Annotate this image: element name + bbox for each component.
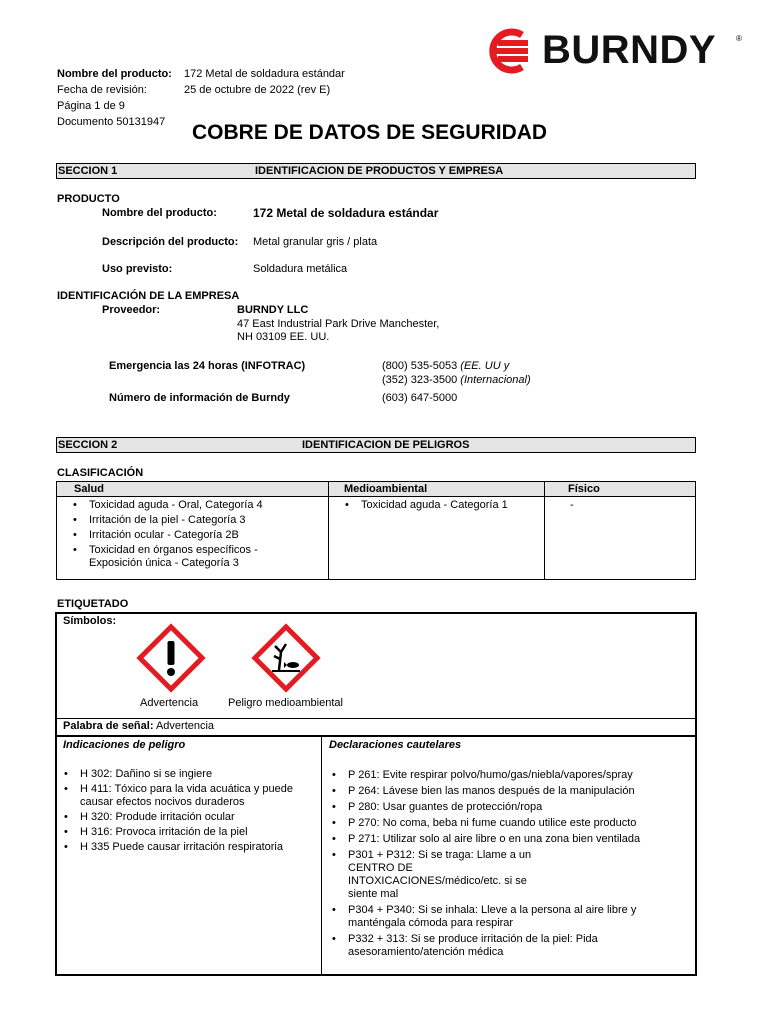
exclamation-pictogram-icon bbox=[135, 622, 207, 694]
list-item: • P 270: No coma, beba ni fume cuando utilice este producto bbox=[316, 817, 688, 830]
supplier-label: Proveedor: bbox=[102, 304, 161, 316]
list-item: • H 302: Dañino si se ingiere bbox=[48, 768, 298, 781]
phone-note: (EE. UU y bbox=[460, 360, 510, 372]
list-item: • P 271: Utilizar solo al aire libre o en una zona bien ventilada bbox=[316, 833, 688, 846]
logo-text: BURNDY bbox=[542, 28, 717, 72]
list-item: • Toxicidad aguda - Categoría 1 bbox=[329, 499, 544, 512]
phone-number: (352) 323-3500 bbox=[382, 374, 458, 386]
section1-number: SECCION 1 bbox=[58, 165, 118, 177]
symbols-label: Símbolos: bbox=[63, 615, 117, 627]
signal-label: Palabra de señal: bbox=[63, 720, 154, 732]
meta-label: Nombre del producto: bbox=[57, 68, 172, 80]
list-item: • H 335 Puede causar irritación respiratoria bbox=[48, 841, 298, 854]
environmental-cell bbox=[329, 497, 545, 580]
column-health: Salud bbox=[57, 482, 329, 497]
list-item: • H 411: Tóxico para la vida acuática y puede causar efectos nocivos duraderos bbox=[48, 783, 298, 809]
environment-pictogram-icon bbox=[250, 622, 322, 694]
logo-registered-mark: ® bbox=[736, 34, 742, 43]
list-item: • H 316: Provoca irritación de la piel bbox=[48, 826, 298, 839]
list-item: • Irritación ocular - Categoría 2B bbox=[57, 529, 287, 542]
labelling-box bbox=[55, 612, 697, 976]
supplier-name: BURNDY LLC bbox=[237, 304, 309, 316]
meta-label: Documento 50131947 bbox=[57, 116, 166, 128]
list-item: • P 261: Evite respirar polvo/humo/gas/niebla/vapores/spray bbox=[316, 769, 688, 782]
section2-title: IDENTIFICACION DE PELIGROS bbox=[302, 439, 470, 451]
divider bbox=[57, 735, 695, 737]
symbol1-caption: Advertencia bbox=[140, 697, 199, 709]
section2-header bbox=[56, 437, 696, 453]
company-heading: IDENTIFICACIÓN DE LA EMPRESA bbox=[57, 290, 240, 302]
physical-cell bbox=[545, 497, 696, 580]
column-physical: Físico bbox=[545, 482, 696, 497]
list-item: • Irritación de la piel - Categoría 3 bbox=[57, 514, 287, 527]
section2-number: SECCION 2 bbox=[58, 439, 118, 451]
burndy-info-phone: (603) 647-5000 bbox=[382, 392, 458, 404]
divider bbox=[57, 718, 695, 719]
intended-use-label: Uso previsto: bbox=[102, 263, 173, 275]
product-description-value: Metal granular gris / plata bbox=[253, 236, 378, 248]
classification-heading: CLASIFICACIÓN bbox=[57, 467, 144, 479]
meta-value: 25 de octubre de 2022 (rev E) bbox=[184, 84, 331, 96]
signal-word-row bbox=[63, 720, 214, 732]
column-environmental: Medioambiental bbox=[329, 482, 545, 497]
product-name-label: Nombre del producto: bbox=[102, 207, 217, 219]
list-item: • P 280: Usar guantes de protección/ropa bbox=[316, 801, 688, 814]
emergency-phone2 bbox=[382, 374, 531, 386]
burndy-logo bbox=[486, 26, 746, 76]
supplier-address-line2: NH 03109 EE. UU. bbox=[237, 331, 330, 343]
section1-title: IDENTIFICACION DE PRODUCTOS Y EMPRESA bbox=[255, 165, 504, 177]
section1-header bbox=[56, 163, 696, 179]
meta-page-row bbox=[57, 98, 345, 114]
list-item: • P332 + 313: Si se produce irritación de la piel: Pida asesoramiento/atención médica bbox=[316, 933, 688, 959]
list-item: • Toxicidad aguda - Oral, Categoría 4 bbox=[57, 499, 287, 512]
page-title: COBRE DE DATOS DE SEGURIDAD bbox=[192, 121, 548, 144]
product-name-value: 172 Metal de soldadura estándar bbox=[253, 206, 439, 220]
intended-use-value: Soldadura metálica bbox=[253, 263, 348, 275]
hazard-list bbox=[48, 768, 298, 854]
hazard-statements-heading: Indicaciones de peligro bbox=[63, 739, 186, 751]
meta-value: 172 Metal de soldadura estándar bbox=[184, 68, 345, 80]
meta-date-row bbox=[57, 82, 345, 98]
signal-value: Advertencia bbox=[155, 720, 215, 732]
product-description-label: Descripción del producto: bbox=[102, 236, 239, 248]
labelling-heading: ETIQUETADO bbox=[57, 598, 129, 610]
list-item: • P304 + P340: Si se inhala: Lleve a la persona al aire libre y manténgala cómoda para respirar bbox=[316, 904, 688, 930]
precaution-list bbox=[316, 769, 688, 959]
burndy-info-label: Número de información de Burndy bbox=[109, 392, 290, 404]
list-item: • Toxicidad en órganos específicos - Exposición única - Categoría 3 bbox=[57, 544, 287, 570]
meta-product-row bbox=[57, 66, 345, 82]
physical-value: - bbox=[570, 499, 574, 511]
list-item: • P 264: Lávese bien las manos después de la manipulación bbox=[316, 785, 688, 798]
list-item: • P301 + P312: Si se traga: Llame a un CENTRO DE INTOXICACIONES/médico/etc. si se siente mal bbox=[316, 849, 553, 901]
classification-table bbox=[56, 481, 696, 580]
product-heading: PRODUCTO bbox=[57, 193, 120, 205]
emergency-label: Emergencia las 24 horas (INFOTRAC) bbox=[109, 360, 306, 372]
list-item: • H 320: Produde irritación ocular bbox=[48, 811, 298, 824]
meta-label: Página 1 de 9 bbox=[57, 100, 125, 112]
supplier-address-line1: 47 East Industrial Park Drive Manchester, bbox=[237, 318, 440, 330]
phone-note: (Internacional) bbox=[460, 374, 531, 386]
health-cell bbox=[57, 497, 329, 580]
meta-label: Fecha de revisión: bbox=[57, 84, 147, 96]
precautionary-statements-heading: Declaraciones cautelares bbox=[329, 739, 462, 751]
burndy-emblem-icon bbox=[486, 26, 536, 76]
symbol2-caption: Peligro medioambiental bbox=[228, 697, 343, 709]
emergency-phone1 bbox=[382, 360, 509, 372]
phone-number: (800) 535-5053 bbox=[382, 360, 458, 372]
